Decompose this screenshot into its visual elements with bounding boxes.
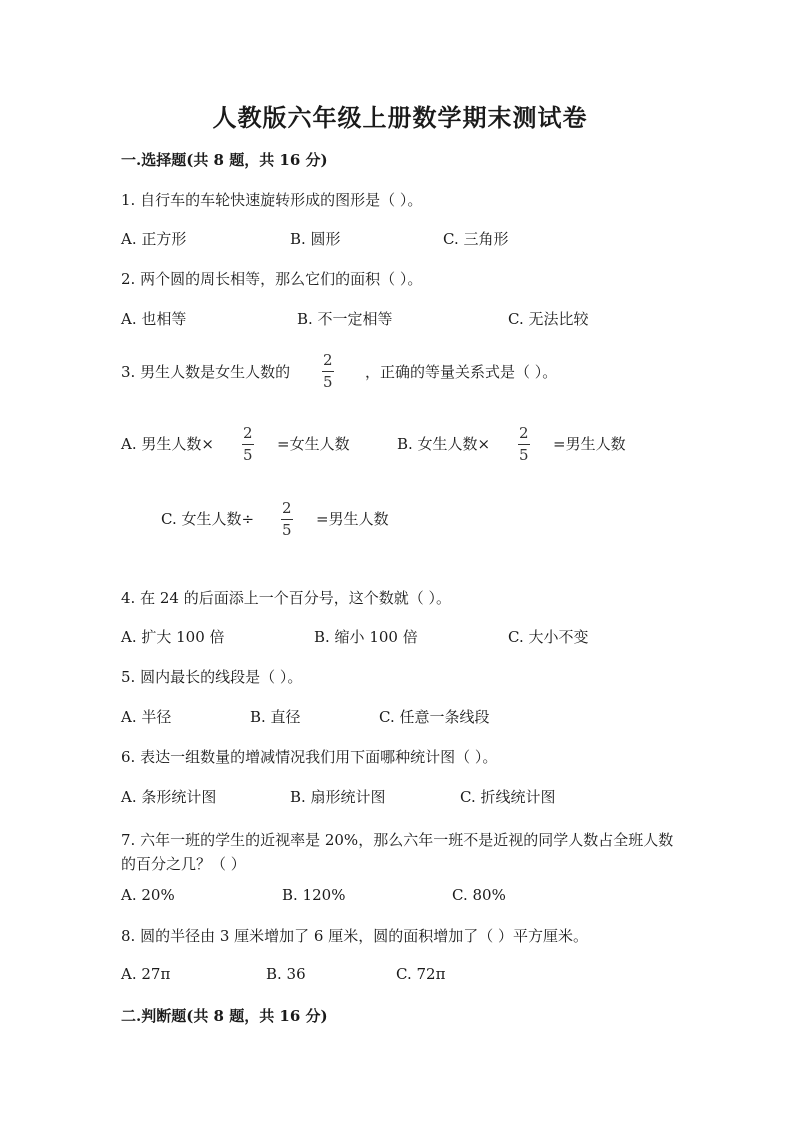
question-7-stem: 7. 六年一班的学生的近视率是 20%，那么六年一班不是近视的同学人数占全班人数的百分之几？（ ） <box>121 831 674 873</box>
question-2-stem: 2. 两个圆的周长相等，那么它们的面积（ ）。 <box>121 270 423 288</box>
question-4-option-c: C. 大小不变 <box>508 628 589 646</box>
question-6-option-b: B. 扇形统计图 <box>290 788 386 806</box>
question-3-stem-before: 3. 男生人数是女生人数的 <box>121 363 291 381</box>
section-1-heading: 一.选择题(共 8 题，共 16 分) <box>121 151 328 169</box>
question-3-stem-after: ，正确的等量关系式是（ ）。 <box>365 363 558 381</box>
question-3-option-b-fraction <box>516 425 532 464</box>
fraction-denominator: 5 <box>519 446 529 464</box>
question-3-fraction <box>320 352 336 391</box>
question-8-option-c: C. 72π <box>396 965 446 983</box>
question-3-option-a-fraction <box>240 425 256 464</box>
question-2-option-c: C. 无法比较 <box>508 310 589 328</box>
question-1-option-a: A. 正方形 <box>121 230 187 248</box>
question-3-option-c-before: C. 女生人数÷ <box>161 510 255 528</box>
fraction-numerator: 2 <box>519 424 529 442</box>
section-2-heading: 二.判断题(共 8 题，共 16 分) <box>121 1007 328 1025</box>
question-7-option-c: C. 80% <box>452 886 506 904</box>
question-5-option-b: B. 直径 <box>250 708 301 726</box>
fraction-denominator: 5 <box>243 446 253 464</box>
question-8-option-b: B. 36 <box>266 965 306 983</box>
question-8-stem: 8. 圆的半径由 3 厘米增加了 6 厘米，圆的面积增加了（ ）平方厘米。 <box>121 927 589 945</box>
fraction-numerator: 2 <box>323 351 333 369</box>
question-3-option-b-before: B. 女生人数× <box>397 435 491 453</box>
question-3-option-b-after: =男生人数 <box>553 435 626 453</box>
question-2-option-a: A. 也相等 <box>121 310 187 328</box>
fraction-denominator: 5 <box>323 373 333 391</box>
question-1-option-b: B. 圆形 <box>290 230 341 248</box>
question-6-stem: 6. 表达一组数量的增减情况我们用下面哪种统计图（ ）。 <box>121 748 498 766</box>
fraction-numerator: 2 <box>282 499 292 517</box>
question-2-option-b: B. 不一定相等 <box>297 310 393 328</box>
question-5-stem: 5. 圆内最长的线段是（ ）。 <box>121 668 303 686</box>
question-6-option-c: C. 折线统计图 <box>460 788 556 806</box>
fraction-numerator: 2 <box>243 424 253 442</box>
exam-title: 人教版六年级上册数学期末测试卷 <box>212 103 588 132</box>
question-1-option-c: C. 三角形 <box>443 230 509 248</box>
question-6-option-a: A. 条形统计图 <box>121 788 217 806</box>
question-4-stem: 4. 在 24 的后面添上一个百分号，这个数就（ ）。 <box>121 589 451 607</box>
question-3-option-a-after: =女生人数 <box>277 435 350 453</box>
question-3-option-c-after: =男生人数 <box>316 510 389 528</box>
question-5-option-a: A. 半径 <box>121 708 172 726</box>
question-5-option-c: C. 任意一条线段 <box>379 708 490 726</box>
question-4-option-a: A. 扩大 100 倍 <box>121 628 225 646</box>
question-3-option-c-fraction <box>279 500 295 539</box>
question-3-option-a-before: A. 男生人数× <box>121 435 214 453</box>
question-8-option-a: A. 27π <box>121 965 171 983</box>
question-4-option-b: B. 缩小 100 倍 <box>314 628 418 646</box>
question-1-stem: 1. 自行车的车轮快速旋转形成的图形是（ ）。 <box>121 191 423 209</box>
fraction-denominator: 5 <box>282 521 292 539</box>
question-7-option-a: A. 20% <box>121 886 175 904</box>
question-7-option-b: B. 120% <box>282 886 346 904</box>
